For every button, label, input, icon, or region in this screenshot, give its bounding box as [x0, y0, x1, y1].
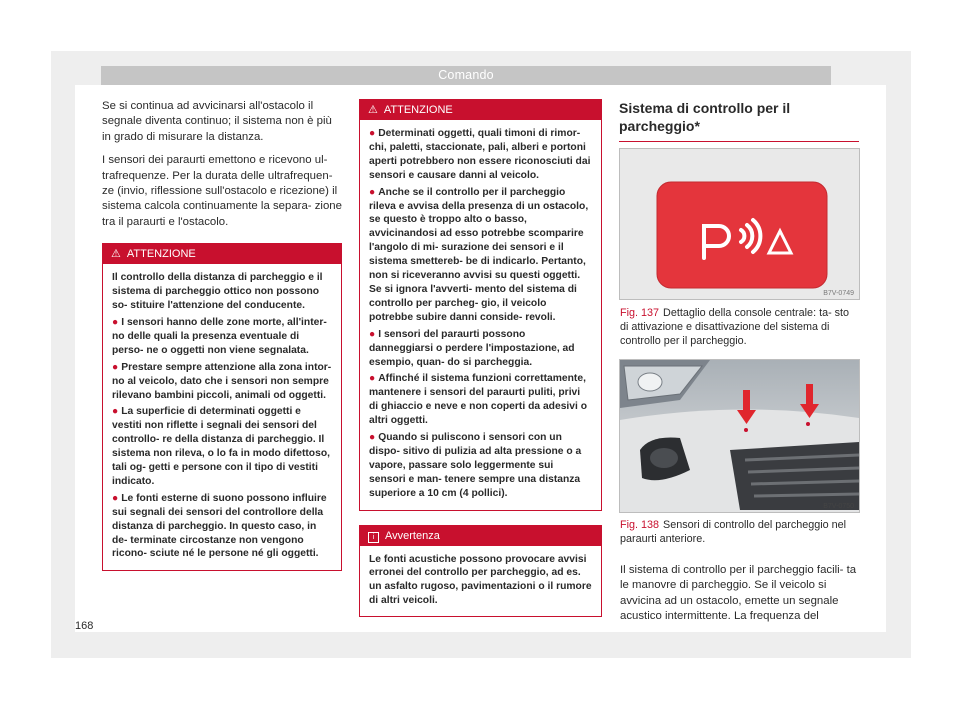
bullet-icon: ● [112, 361, 119, 373]
list-item: ● I sensori hanno delle zone morte, all'inter- no delle quali la presenza eventuale di perso- ne o oggetti non viene segnalata. [112, 316, 327, 356]
warning-header [103, 244, 341, 264]
figure-caption: Fig. 137 Dettaglio della console centrale: ta- sto di attivazione e disattivazione del sistema di controllo per il parcheggio. [620, 307, 850, 347]
figure-number: Fig. 138 [620, 519, 660, 531]
bullet-icon: ● [369, 128, 376, 139]
paragraph: Se si continua ad avvicinarsi all'ostacolo il segnale diventa continuo; il sistema non è più in grado di misurare la distanza. [102, 100, 332, 143]
bullet-icon: ● [369, 328, 376, 340]
warning-header [360, 100, 601, 120]
warning-body [360, 120, 601, 510]
column-1 [102, 99, 342, 571]
front-bumper-illustration [620, 360, 859, 512]
parking-button-illustration [620, 149, 859, 299]
warning-triangle-icon: ⚠ [111, 248, 121, 261]
bullet-icon: ● [369, 432, 376, 444]
info-icon: i [368, 532, 379, 543]
note-body: Le fonti acustiche possono provocare avvisi erronei del controllo per parcheggio, ad es. un asfalto rugoso, pavimentazioni o il rumore di altri veicoli. [369, 553, 592, 607]
list-item: ● I sensori del paraurti possono danneggiarsi o perdere l'impostazione, ad esempio, quan- do si parcheggia. [369, 328, 575, 368]
column-3 [619, 99, 859, 142]
parking-button [657, 182, 827, 288]
list-item: ● Quando si puliscono i sensori con un dispo- sitivo di pulizia ad alta pressione o a vapore, passare solo leggermente sui sensori e man- tenere sempre una distanza superiore a 10 cm (4 pollici). [369, 432, 582, 499]
bullet-icon: ● [369, 186, 376, 198]
column-2 [359, 99, 602, 617]
bullet-icon: ● [112, 406, 119, 418]
figure-number: Fig. 137 [620, 307, 660, 319]
list-item: ● Anche se il controllo per il parcheggio rileva e avvisa della presenza di un ostacolo, se questo è troppo alto o basso, avvicinandosi ad esso potrebbe scomparire l'angolo di mi- surazione dei sensori e il sistema smettereb- be di indicarlo. Pertanto, non si riceveranno avvisi su questi oggetti. Se si ignora l'avverti- mento del sistema di controllo per parcheg- gio, il veicolo potrebbe subire danni conside- revoli. [369, 186, 589, 323]
warning-triangle-icon: ⚠ [368, 104, 378, 116]
section-title: Sistema di controllo per il parcheggio* [619, 99, 859, 142]
paragraph: I sensori dei paraurti emettono e ricevono ul- trafrequenze. Per la durata delle ultrafrequen- ze (invio, riflessione sull'ostacolo e ricezione) il sistema calcola continuamente la separa- zione tra il paraurti e l'ostacolo. [102, 154, 342, 228]
section-header: Comando [101, 66, 831, 85]
note-box [359, 525, 602, 618]
warning-body [103, 264, 341, 570]
warning-title: ATTENZIONE [126, 248, 196, 261]
warning-intro: Il controllo della distanza di parcheggio e il sistema di parcheggio ottico non possono so- stituire l'attenzione del conducente. [112, 272, 323, 312]
figure-138 [619, 359, 860, 513]
figure-code: B7V-0749 [823, 290, 854, 297]
bullet-icon: ● [112, 316, 119, 328]
figure-caption: Fig. 138 Sensori di controllo del parcheggio nel paraurti anteriore. [620, 519, 847, 545]
list-item: ● Affinché il sistema funzioni correttamente, mantenere i sensori del paraurti puliti, privi di ghiaccio e neve e non coperti da adesivi o altri oggetti. [369, 373, 588, 427]
figure-137 [619, 148, 860, 300]
figure-code: B7V-0750 [823, 503, 854, 510]
list-item: ● Prestare sempre attenzione alla zona intor- no al veicolo, dato che i sensori non sempre rilevano bambini piccoli, animali od oggetti. [112, 361, 332, 401]
warning-box [102, 243, 342, 571]
paragraph: Il sistema di controllo per il parcheggio facili- ta le manovre di parcheggio. Se il veicolo si avvicina ad un ostacolo, emette un segnale acustico intermittente. La frequenza del [620, 564, 857, 623]
list-item: ● Le fonti esterne di suono possono influire sui segnali dei sensori del controllore della distanza di parcheggio. In questo caso, in de- terminate circostanze non vengono ricono- sciute né le persone né gli oggetti. [112, 492, 327, 560]
list-item: ● La superficie di determinati oggetti e vestiti non riflette i segnali dei sensori del controllo- re della distanza di parcheggio. Il sistema non rileva, o lo fa in modo difettoso, tali og- getti e persone con il tipo di vestiti indicato. [112, 406, 330, 487]
warning-box [359, 99, 602, 511]
note-title: Avvertenza [385, 529, 440, 542]
list-item: ● Determinati oggetti, quali timoni di rimor- chi, paletti, staccionate, pali, alberi e portoni aperti potrebbero non essere riconosciuti dai sensori e causare danni al veicolo. [369, 128, 591, 181]
note-header [360, 526, 601, 546]
bullet-icon: ● [112, 492, 119, 504]
page-number: 168 [75, 620, 94, 632]
bullet-icon: ● [369, 373, 376, 385]
warning-title: ATTENZIONE [383, 104, 453, 116]
